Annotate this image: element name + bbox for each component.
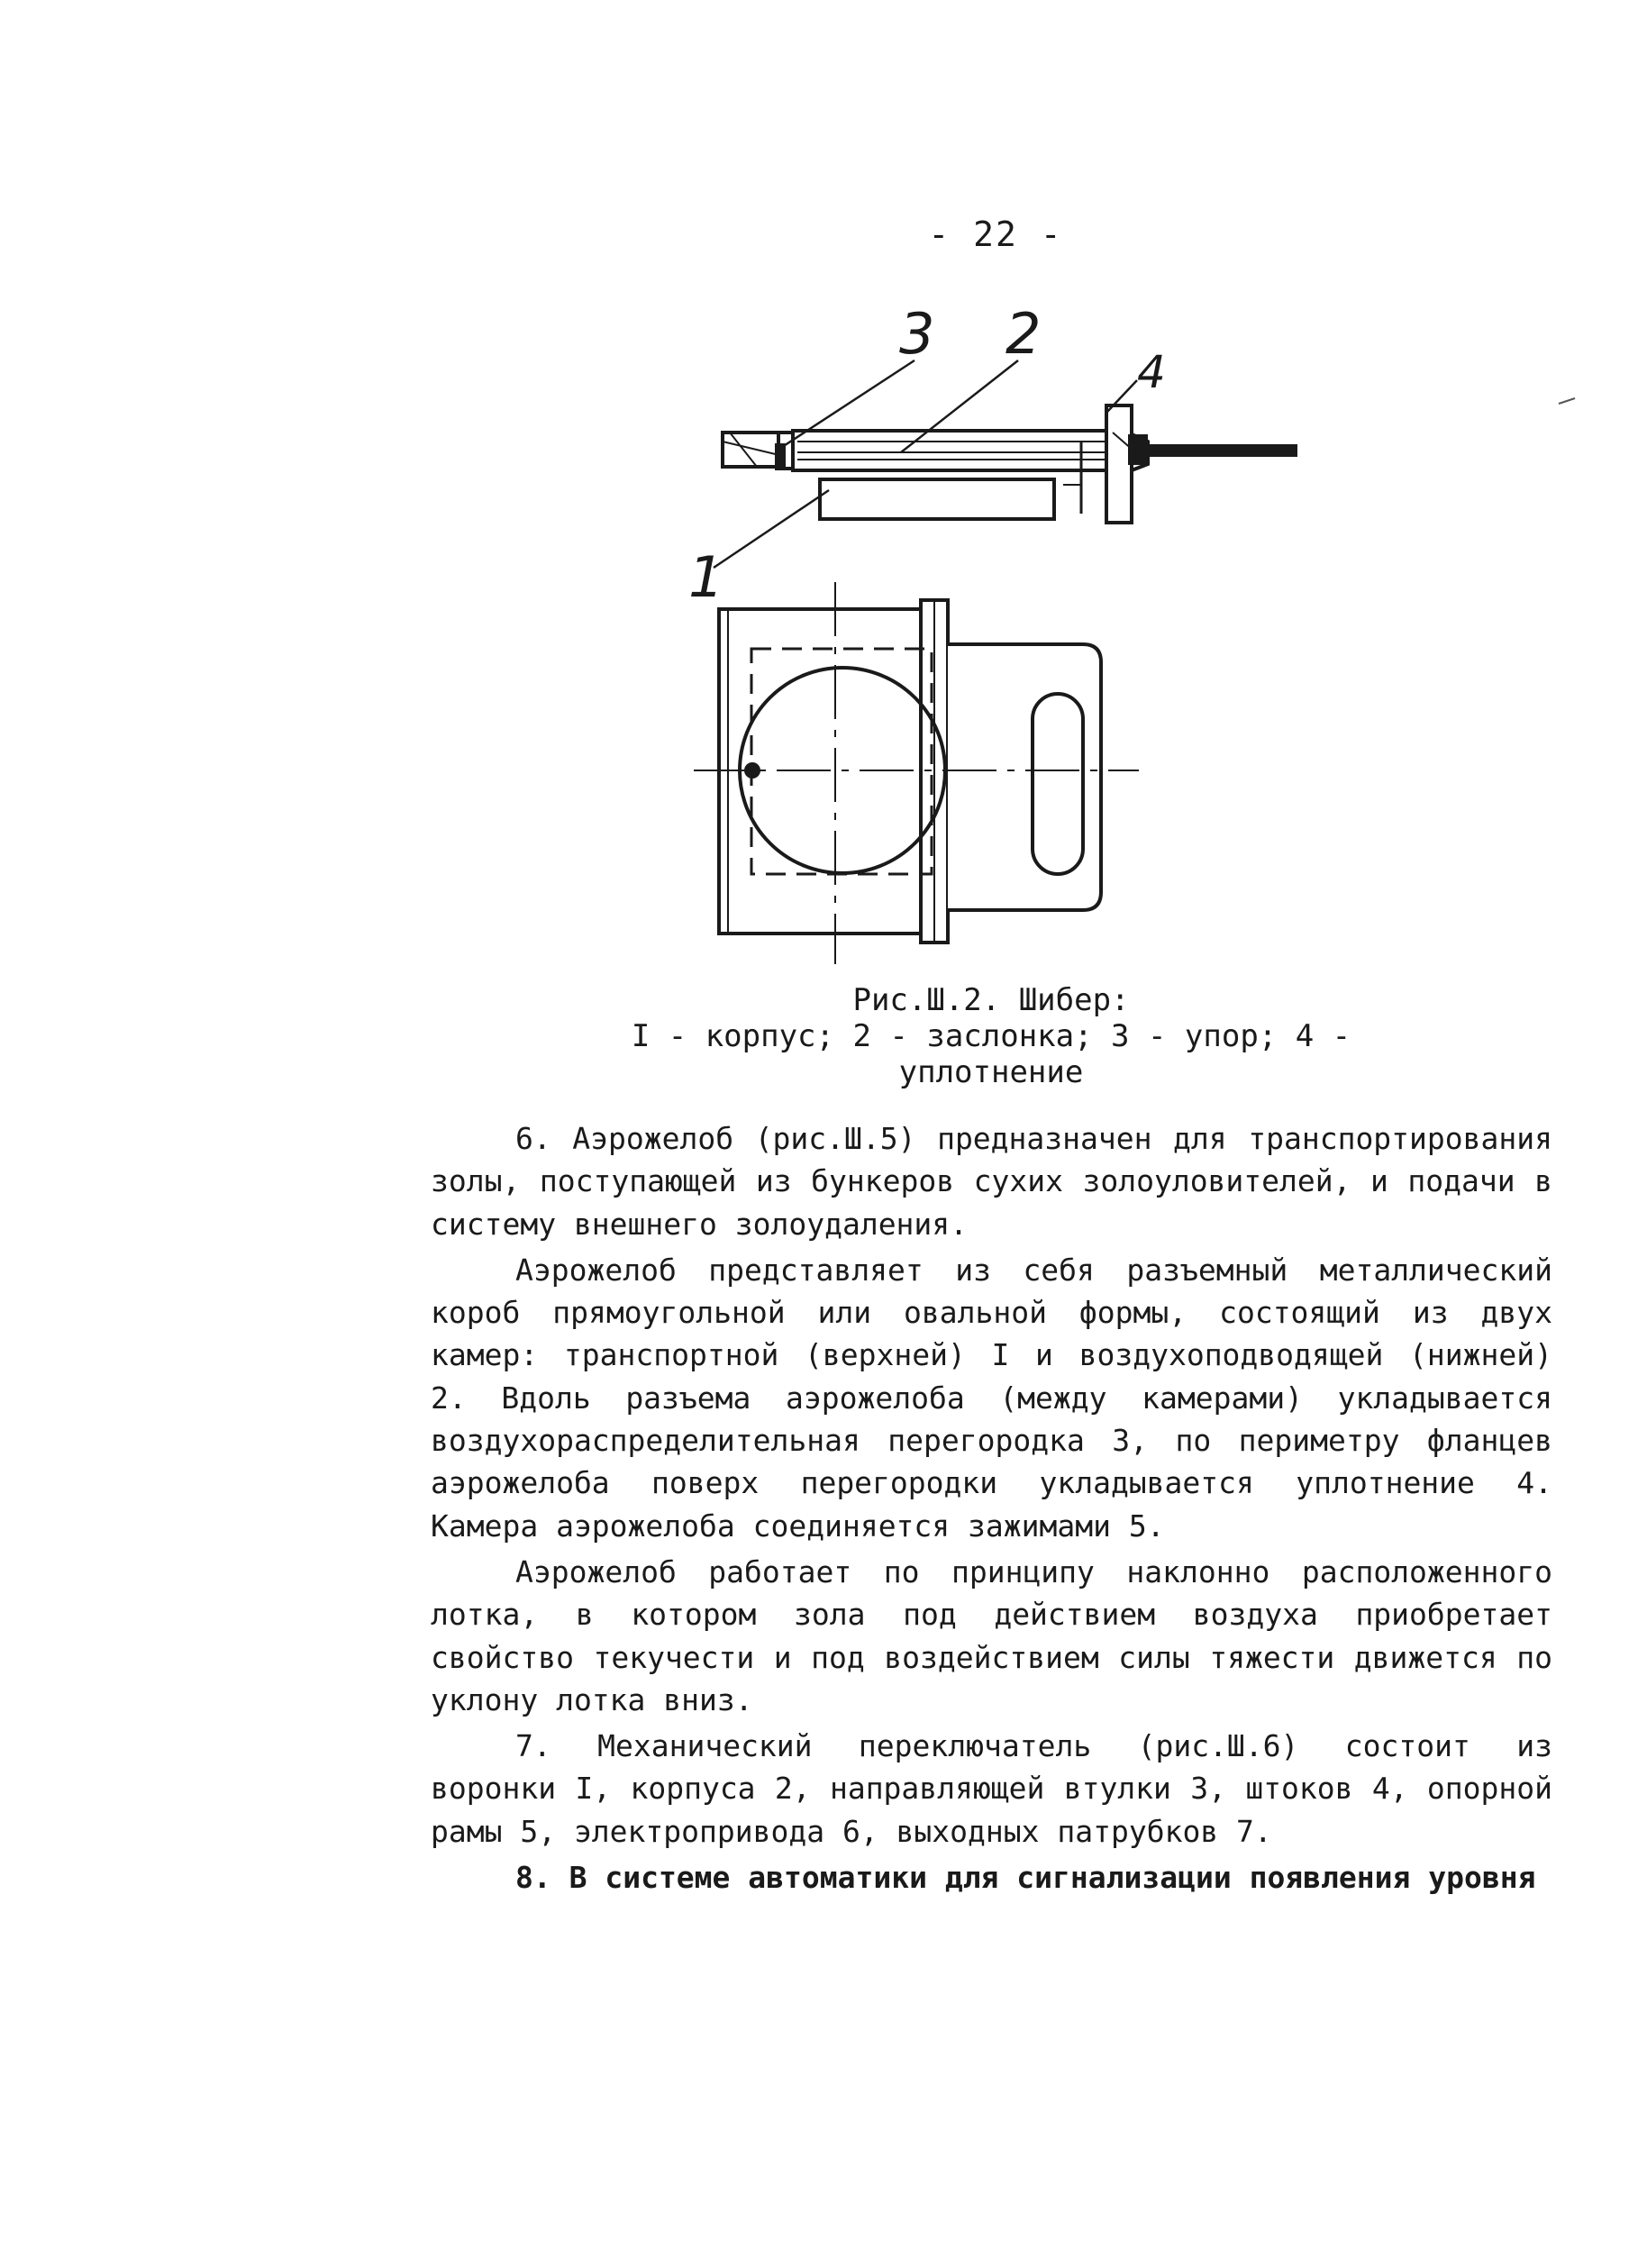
body-text — [431, 1117, 1552, 1899]
page-number: - 22 - — [928, 214, 1063, 254]
damper-drawing-svg — [613, 297, 1297, 964]
caption-legend-line-2: уплотнение — [898, 1054, 1084, 1090]
figure-caption — [577, 982, 1406, 1090]
callout-4: 4 — [1137, 346, 1166, 398]
callout-2: 2 — [1005, 301, 1042, 367]
paragraph-item-7: 7. Механический переключатель (рис.Ш.6) состоит из воронки I, корпуса 2, направляющей втулки 3, штоков 4, опорной рамы 5, электропривода 6, выходных патрубков 7. — [431, 1728, 1552, 1849]
callout-1: 1 — [688, 544, 724, 610]
front-view — [694, 582, 1139, 964]
callout-3: 3 — [899, 301, 935, 367]
stray-pen-mark — [1557, 396, 1577, 405]
caption-title: Рис.Ш.2. Шибер: — [852, 982, 1130, 1018]
paragraph-air-chute-principle: Аэрожелоб работает по принципу наклонно расположенного лотка, в котором зола под действием воздуха приобретает свойство текучести и под воздействием силы тяжести движется по уклону лотка вниз. — [431, 1553, 1552, 1717]
paragraph-item-8: 8. В системе автоматики для сигнализации появления уровня — [515, 1860, 1536, 1896]
damper-drawing — [613, 297, 1297, 964]
paragraph-air-chute-design: Аэрожелоб представляет из себя разъемный металлический короб прямоугольной или овальной формы, состоящий из двух камер: транспортной (верхней) I и воздухоподводящей (нижней) 2. Вдоль разъема аэрожелоба (между камерами) укладывается воздухораспределительная перегородка 3, по периметру фланцев аэрожелоба поверх перегородки укладывается уплотнение 4. Камера аэрожелоба соединяется зажимами 5. — [431, 1252, 1552, 1544]
paragraph-item-6: 6. Аэрожелоб (рис.Ш.5) предназначен для транспортирования золы, поступающей из бункеров сухих золоуловителей, и подачи в систему внешнего золоудаления. — [431, 1121, 1552, 1242]
caption-legend-line-1: I - корпус; 2 - заслонка; 3 - упор; 4 - — [631, 1018, 1351, 1054]
side-view — [723, 405, 1297, 523]
